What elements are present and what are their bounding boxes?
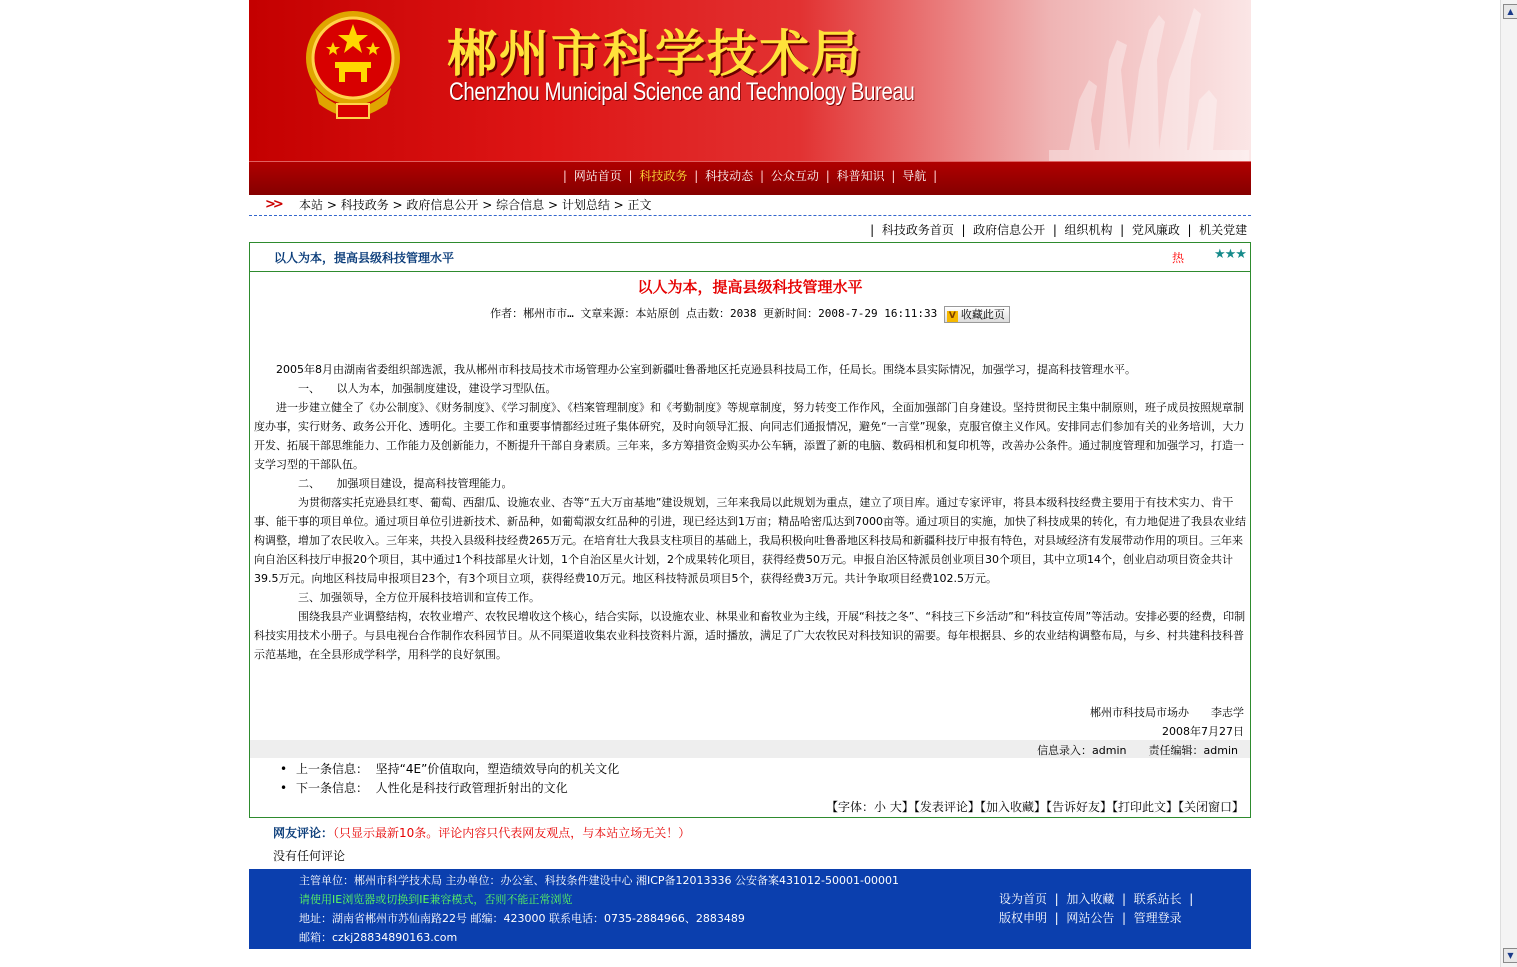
subnav-gov-info[interactable]: 政府信息公开: [973, 223, 1046, 237]
paragraph: 2005年8月由湖南省委组织部选派，我从郴州市科技局技术市场管理办公室到新疆吐鲁番地区托克逊县科技局工作，任局长。围绕本县实际情况，加强学习，提高科技管理水平。: [254, 363, 1136, 376]
footer-address: 地址：湖南省郴州市苏仙南路22号 邮编：423000 联系电话：0735-2884966、2883489: [299, 912, 745, 925]
nav-home[interactable]: 网站首页: [573, 169, 622, 183]
subnav-party[interactable]: 机关党建: [1199, 223, 1248, 237]
vertical-scrollbar[interactable]: [1500, 0, 1517, 967]
rating-stars: ★★★: [1214, 247, 1246, 262]
crumb-general-info[interactable]: 综合信息: [496, 198, 545, 212]
footer-links-row2: 版权申明 | 网站公告 | 管理登录: [999, 911, 1182, 925]
article-title: 以人为本，提高县级科技管理水平: [637, 278, 863, 296]
breadcrumb-divider: [249, 215, 1251, 216]
editor-info: 信息录入：admin 责任编辑：admin: [1037, 744, 1238, 757]
close-window-button[interactable]: 【关闭窗口】: [1177, 800, 1244, 814]
subnav-integrity[interactable]: 党风廉政: [1131, 223, 1180, 237]
next-article-link[interactable]: 人性化是科技行政管理折射出的文化: [375, 781, 568, 795]
page: [249, 0, 1251, 967]
section-heading: 一、 以人为本，加强制度建设，建设学习型队伍。: [254, 382, 557, 395]
national-emblem-icon: [301, 8, 405, 126]
crumb-plan-summary[interactable]: 计划总结: [561, 198, 610, 212]
paragraph: 进一步建立健全了《办公制度》、《财务制度》、《学习制度》、《档案管理制度》和《考勤制度》等规章制度，努力转变工作作风，全面加强部门自身建设。坚持贯彻民主集中制原则，班子成员按照规章制度办事，实行财务、政务公开化、透明化。主要工作和重要事情都经过班子集体研究，及时向领导汇报、向同志们通报情况，避免“一言堂”现象，克服官僚主义作风。安排同志们参加有关的业务培训，大力开发、拓展干部思维能力、工作能力及创新能力，不断提升干部自身素质。三年来，多方筹措资金购买办公车辆，添置了新的电脑、数码相机和复印机等，改善办公条件。通过制度管理和加强学习，打造一支学习型的干部队伍。: [254, 401, 1245, 471]
crumb-gov-affairs[interactable]: 科技政务: [340, 198, 389, 212]
bookmark-page-button[interactable]: V 收藏此页: [944, 306, 1010, 323]
crumb-current: 正文: [627, 198, 652, 212]
article-head-title: 以人为本，提高县级科技管理水平: [274, 251, 455, 265]
nav-science-knowledge[interactable]: 科普知识: [836, 169, 885, 183]
admin-login-link[interactable]: 管理登录: [1133, 911, 1182, 925]
paragraph: 围绕我县产业调整结构，农牧业增产、农牧民增收这个核心，结合实际，以设施农业、林果业和畜牧业为主线，开展“科技之冬”、“科技三下乡活动”和“科技宣传周”等活动。安排必要的经费，印制科技实用技术小册子。与县电视台合作制作农科园节目。从不同渠道收集农业科技资料片源，适时播放，满足了广大农牧民对科技知识的需要。每年根据县、乡的农业结构调整布局，与乡、村共建科技科普示范基地，在全县形成学科学，用科学的良好氛围。: [254, 610, 1246, 661]
nav-navigation[interactable]: 导航: [902, 169, 927, 183]
prev-article: • 上一条信息： 坚持“4E”价值取向，塑造绩效导向的机关文化: [280, 760, 619, 779]
hot-badge: 热: [1172, 251, 1185, 265]
next-article: • 下一条信息： 人性化是科技行政管理折射出的文化: [280, 779, 619, 798]
font-large-button[interactable]: 大: [889, 800, 902, 814]
editor-bar: [250, 740, 1250, 758]
copyright-link[interactable]: 版权申明: [999, 911, 1048, 925]
section-heading: 三、加强领导，全方位开展科技培训和宣传工作。: [254, 591, 540, 604]
add-favorites-link[interactable]: 加入收藏: [1066, 892, 1115, 906]
article-meta: [250, 305, 1250, 323]
font-small-button[interactable]: 小: [874, 800, 887, 814]
comments-header: [273, 824, 690, 841]
set-homepage-link[interactable]: 设为首页: [999, 892, 1048, 906]
contact-admin-link[interactable]: 联系站长: [1133, 892, 1182, 906]
subnav-organization[interactable]: 组织机构: [1064, 223, 1113, 237]
article-body: [254, 360, 1248, 664]
comments-note: （只显示最新10条。评论内容只代表网友观点，与本站立场无关！）: [333, 826, 691, 840]
bookmark-v-icon: V: [947, 311, 958, 322]
site-title-cn: 郴州市科学技术局: [447, 25, 863, 83]
nav-interaction[interactable]: 公众互动: [770, 169, 819, 183]
footer-email: 邮箱：czkj28834890163.com: [299, 931, 458, 944]
breadcrumb: >> 本站 > 科技政务 > 政府信息公开 > 综合信息 > 计划总结 > 正文: [249, 195, 1251, 215]
article-box: [249, 242, 1251, 818]
double-chevron-icon: >>: [265, 197, 281, 212]
article-tools: 【字体：小 大】【发表评论】【加入收藏】【告诉好友】【打印此文】【关闭窗口】: [826, 800, 1244, 814]
scroll-up-icon[interactable]: ▲: [1503, 4, 1517, 19]
comments-empty: 没有任何评论: [273, 849, 346, 863]
tell-friend-button[interactable]: 【告诉好友】: [1045, 800, 1112, 814]
nav-news[interactable]: 科技动态: [705, 169, 754, 183]
main-nav: | 网站首页 | 科技政务 | 科技动态 | 公众互动 | 科普知识 | 导航 |: [249, 161, 1251, 195]
section-heading: 二、 加强项目建设，提高科技管理能力。: [254, 477, 513, 490]
scroll-down-icon[interactable]: ▼: [1503, 948, 1517, 963]
post-comment-button[interactable]: 【发表评论】: [913, 800, 980, 814]
footer-browser-warning: 请使用IE浏览器或切换到IE兼容模式，否则不能正常浏览: [299, 893, 573, 906]
footer-links-row1: 设为首页 | 加入收藏 | 联系站长 |: [999, 892, 1194, 906]
footer-sponsor: 主管单位：郴州市科学技术局 主办单位：办公室、科技条件建设中心 湘ICP备12013336 公安备案431012-50001-00001: [299, 874, 899, 887]
signature-date: 2008年7月27日: [1162, 725, 1244, 738]
comments-label: 网友评论：: [273, 826, 334, 840]
crumb-site[interactable]: 本站: [299, 198, 324, 212]
sub-nav: | 科技政务首页 | 政府信息公开 | 组织机构 | 党风廉政 | 机关党建: [870, 223, 1248, 237]
footer: [249, 869, 1251, 949]
site-notice-link[interactable]: 网站公告: [1066, 911, 1115, 925]
paragraph: 为贯彻落实托克逊县红枣、葡萄、西甜瓜、设施农业、杏等“五大万亩基地”建设规划，三年来我局以此规划为重点，建立了项目库。通过专家评审，将县本级科技经费主要用于有技术实力、肯干事、能干事的项目单位。通过项目单位引进新技术、新品种，如葡萄淑女红品种的引进，现已经达到1万亩；精品哈密瓜达到7000亩等。通过项目的实施，加快了科技成果的转化，有力地促进了我县农业结构调整，增加了农民收入。三年来，共投入县级科技经费265万元。在培育壮大我县支柱项目的基础上，我局积极向吐鲁番地区科技局和新疆科技厅申报有特色，对县域经济有发展带动作用的项目。三年来向自治区科技厅申报20个项目，其中通过1个科技部星火计划，1个自治区星火计划，2个成果转化项目，获得经费50万元。申报自治区特派员创业项目30个项目，其中立项14个，创业启动项目资金共计39.5万元。向地区科技局申报项目23个，有3个项目立项，获得经费10万元。地区科技特派员项目5个，获得经费3万元。共计争取项目经费102.5万元。: [254, 496, 1246, 585]
header-banner: [249, 0, 1251, 161]
prev-next-links: [280, 760, 619, 798]
crumb-gov-info[interactable]: 政府信息公开: [406, 198, 479, 212]
nav-gov-affairs[interactable]: 科技政务: [639, 169, 688, 183]
signature-author: 郴州市科技局市场办 李志学: [1090, 706, 1244, 719]
article-header-bar: [250, 243, 1250, 272]
print-button[interactable]: 【打印此文】: [1111, 800, 1178, 814]
prev-article-link[interactable]: 坚持“4E”价值取向，塑造绩效导向的机关文化: [375, 762, 620, 776]
article-signature: [1090, 703, 1244, 741]
add-favorite-button[interactable]: 【加入收藏】: [979, 800, 1046, 814]
sculpture-image: [1009, 0, 1251, 161]
article-meta-text: 作者：郴州市市… 文章来源：本站原创 点击数：2038 更新时间：2008-7-29 16:11:33: [490, 307, 938, 320]
site-title-en: Chenzhou Municipal Science and Technology Bureau: [449, 78, 915, 106]
subnav-gov-home[interactable]: 科技政务首页: [881, 223, 954, 237]
